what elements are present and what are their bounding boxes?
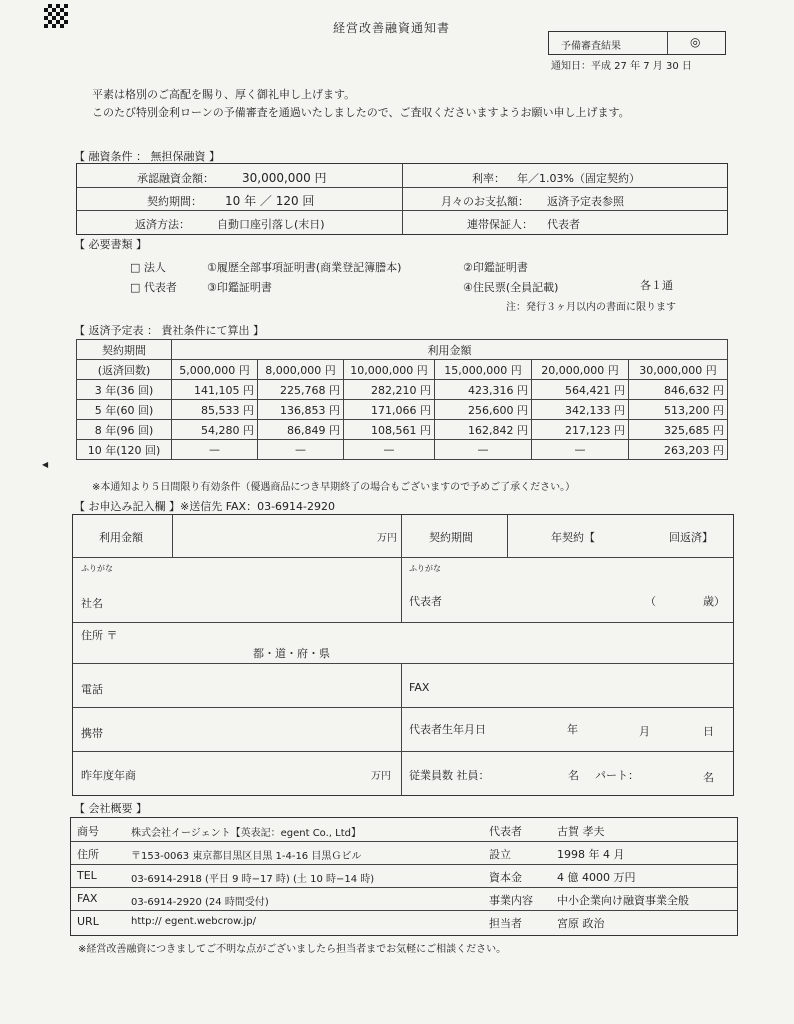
- company-label: 住所: [77, 848, 99, 861]
- revenue-field[interactable]: 昨年度年商: [81, 769, 136, 782]
- employees-unit: 名: [568, 769, 579, 782]
- term-suffix-field[interactable]: 回返済】: [669, 531, 713, 544]
- age-open: （: [645, 595, 656, 608]
- company-label: FAX: [77, 892, 98, 905]
- table-header: 8,000,000 円: [258, 360, 344, 380]
- company-name-field[interactable]: 社名: [81, 597, 103, 610]
- table-row: [77, 440, 728, 460]
- table-cell: 3 年(36 回): [77, 380, 172, 400]
- docs-heading: 【 必要書類 】: [74, 238, 147, 251]
- table-cell: 171,066 円: [344, 400, 435, 420]
- company-value: 1998 年 4 月: [557, 848, 625, 861]
- result-value: ◎: [690, 35, 701, 49]
- financing-value: 返済予定表参照: [547, 195, 624, 208]
- notice-date: 通知日：平成 27 年 7 月 30 日: [551, 61, 692, 72]
- part-time-field[interactable]: パート：: [595, 769, 639, 782]
- furigana-label: ふりがな: [409, 564, 441, 573]
- company-label: 事業内容: [489, 894, 533, 907]
- table-cell: —: [435, 440, 532, 460]
- table-row: [77, 380, 728, 400]
- amount-unit[interactable]: 万円: [377, 533, 397, 544]
- schedule-table: [76, 339, 728, 460]
- table-cell: 282,210 円: [344, 380, 435, 400]
- prefecture-label: 都・道・府・県: [253, 647, 330, 660]
- document-title: 経営改善融資通知書: [333, 21, 451, 35]
- greeting-line-1: 平素は格別のご高配を賜り、厚く御礼申し上げます。: [92, 88, 356, 101]
- birth-month: 月: [639, 725, 650, 738]
- birth-year: 年: [567, 723, 578, 736]
- table-cell: 342,133 円: [532, 400, 629, 420]
- footer-note: ※経営改善融資につきましてご不明な点がございましたら担当者までお気軽にご相談ください。: [78, 944, 507, 955]
- furigana-label: ふりがな: [81, 564, 113, 573]
- docs-item: ①履歴全部事項証明書(商業登記簿謄本): [207, 261, 402, 274]
- table-header: 5,000,000 円: [172, 360, 258, 380]
- docs-item: ②印鑑証明書: [463, 261, 528, 274]
- birth-day: 日: [703, 725, 714, 738]
- company-value: 〒153-0063 東京都目黒区目黒 1-4-16 目黒Ｇビル: [131, 851, 362, 862]
- table-cell: —: [344, 440, 435, 460]
- table-cell: 8 年(96 回): [77, 420, 172, 440]
- table-cell: 423,316 円: [435, 380, 532, 400]
- side-arrow-icon: ◀: [42, 460, 49, 469]
- company-label: 商号: [77, 825, 99, 838]
- table-cell: 217,123 円: [532, 420, 629, 440]
- docs-item: ④住民票(全員記載): [463, 281, 559, 294]
- table-cell: 86,849 円: [258, 420, 344, 440]
- financing-label: 利率：: [472, 172, 505, 185]
- table-cell: 325,685 円: [629, 420, 728, 440]
- table-header: 契約期間: [77, 340, 172, 360]
- docs-item: □ 代表者: [130, 281, 177, 294]
- table-cell: 513,200 円: [629, 400, 728, 420]
- result-box: [548, 31, 726, 55]
- table-header: 15,000,000 円: [435, 360, 532, 380]
- financing-value: 30,000,000 円: [242, 171, 327, 185]
- table-row: [77, 340, 728, 360]
- part-time-unit: 名: [703, 771, 714, 784]
- company-value: 03-6914-2918 (平日 9 時−17 時) (土 10 時−14 時): [131, 874, 375, 885]
- table-cell: —: [258, 440, 344, 460]
- company-value: 03-6914-2920 (24 時間受付): [131, 897, 269, 908]
- revenue-unit: 万円: [371, 771, 391, 782]
- table-cell: 85,533 円: [172, 400, 258, 420]
- application-form: [72, 514, 734, 796]
- company-label: 担当者: [489, 917, 522, 930]
- company-label: URL: [77, 915, 99, 928]
- corner-pattern-icon: [44, 4, 68, 28]
- table-cell: —: [532, 440, 629, 460]
- company-box: [70, 817, 738, 936]
- financing-label: 月々のお支払額：: [441, 195, 529, 208]
- table-cell: 263,203 円: [629, 440, 728, 460]
- representative-field[interactable]: 代表者: [409, 595, 442, 608]
- application-heading: 【 お申込み記入欄 】※送信先 FAX：03-6914-2920: [74, 500, 336, 513]
- company-label: 資本金: [489, 871, 522, 884]
- table-cell: 54,280 円: [172, 420, 258, 440]
- docs-note: 注：発行３ヶ月以内の書面に限ります: [506, 302, 676, 313]
- company-label: 設立: [489, 848, 511, 861]
- table-cell: 564,421 円: [532, 380, 629, 400]
- financing-heading: 【 融資条件 ： 無担保融資 】: [74, 150, 220, 163]
- company-value: 古賀 孝夫: [557, 825, 605, 838]
- birthdate-field[interactable]: 代表者生年月日: [409, 723, 486, 736]
- address-field[interactable]: 住所 〒: [81, 629, 118, 642]
- table-row: [77, 420, 728, 440]
- age-field[interactable]: 歳）: [703, 595, 725, 608]
- table-row: [77, 360, 728, 380]
- financing-value: 自動口座引落し(末日): [217, 218, 325, 231]
- table-header: 利用金額: [172, 340, 728, 360]
- financing-label: 連帯保証人：: [467, 218, 533, 231]
- table-row: [77, 400, 728, 420]
- table-cell: 136,853 円: [258, 400, 344, 420]
- greeting-line-2: このたび特別金利ローンの予備審査を通過いたしましたので、ご査収くださいますようお願い申し上げます。: [92, 106, 630, 119]
- financing-value: 10 年 ／ 120 回: [225, 194, 315, 208]
- term-value-field[interactable]: 年契約【: [551, 531, 595, 544]
- term-label: 契約期間: [429, 531, 473, 544]
- docs-item: □ 法人: [130, 261, 166, 274]
- phone-field[interactable]: 電話: [81, 683, 103, 696]
- financing-value: 代表者: [547, 218, 580, 231]
- financing-box: [76, 163, 728, 235]
- table-cell: 108,561 円: [344, 420, 435, 440]
- company-value: 4 億 4000 万円: [557, 871, 636, 884]
- company-value: 中小企業向け融資事業全般: [557, 894, 689, 907]
- table-header: 20,000,000 円: [532, 360, 629, 380]
- company-url-link[interactable]: http:// egent.webcrow.jp/: [131, 916, 257, 927]
- table-header: (返済回数): [77, 360, 172, 380]
- employees-field[interactable]: 従業員数 社員：: [409, 769, 490, 782]
- table-header: 10,000,000 円: [344, 360, 435, 380]
- schedule-note: ※本通知より５日間限り有効条件（優遇商品につき早期終了の場合もございますので予めご了承ください。）: [92, 482, 576, 493]
- mobile-field[interactable]: 携帯: [81, 727, 103, 740]
- company-label: TEL: [77, 869, 97, 882]
- table-cell: 5 年(60 回): [77, 400, 172, 420]
- table-cell: 141,105 円: [172, 380, 258, 400]
- docs-item: 各１通: [640, 279, 673, 292]
- schedule-heading: 【 返済予定表 ： 貴社条件にて算出 】: [74, 324, 264, 337]
- financing-label: 承認融資金額：: [137, 172, 214, 185]
- table-cell: 10 年(120 回): [77, 440, 172, 460]
- table-cell: 256,600 円: [435, 400, 532, 420]
- company-value: 株式会社イージェント【英表記：egent Co., Ltd】: [131, 828, 361, 839]
- company-value: 宮原 政治: [557, 917, 605, 930]
- docs-item: ③印鑑証明書: [207, 281, 272, 294]
- table-cell: 225,768 円: [258, 380, 344, 400]
- amount-label: 利用金額: [99, 531, 143, 544]
- company-label: 代表者: [489, 825, 522, 838]
- financing-value: 年／1.03%（固定契約）: [517, 172, 640, 185]
- financing-label: 返済方法：: [135, 218, 190, 231]
- table-header: 30,000,000 円: [629, 360, 728, 380]
- fax-field[interactable]: FAX: [409, 681, 430, 694]
- company-heading: 【 会社概要 】: [74, 802, 147, 815]
- financing-label: 契約期間：: [147, 195, 202, 208]
- result-label: 予備審査結果: [561, 41, 621, 52]
- table-cell: 162,842 円: [435, 420, 532, 440]
- table-cell: 846,632 円: [629, 380, 728, 400]
- table-cell: —: [172, 440, 258, 460]
